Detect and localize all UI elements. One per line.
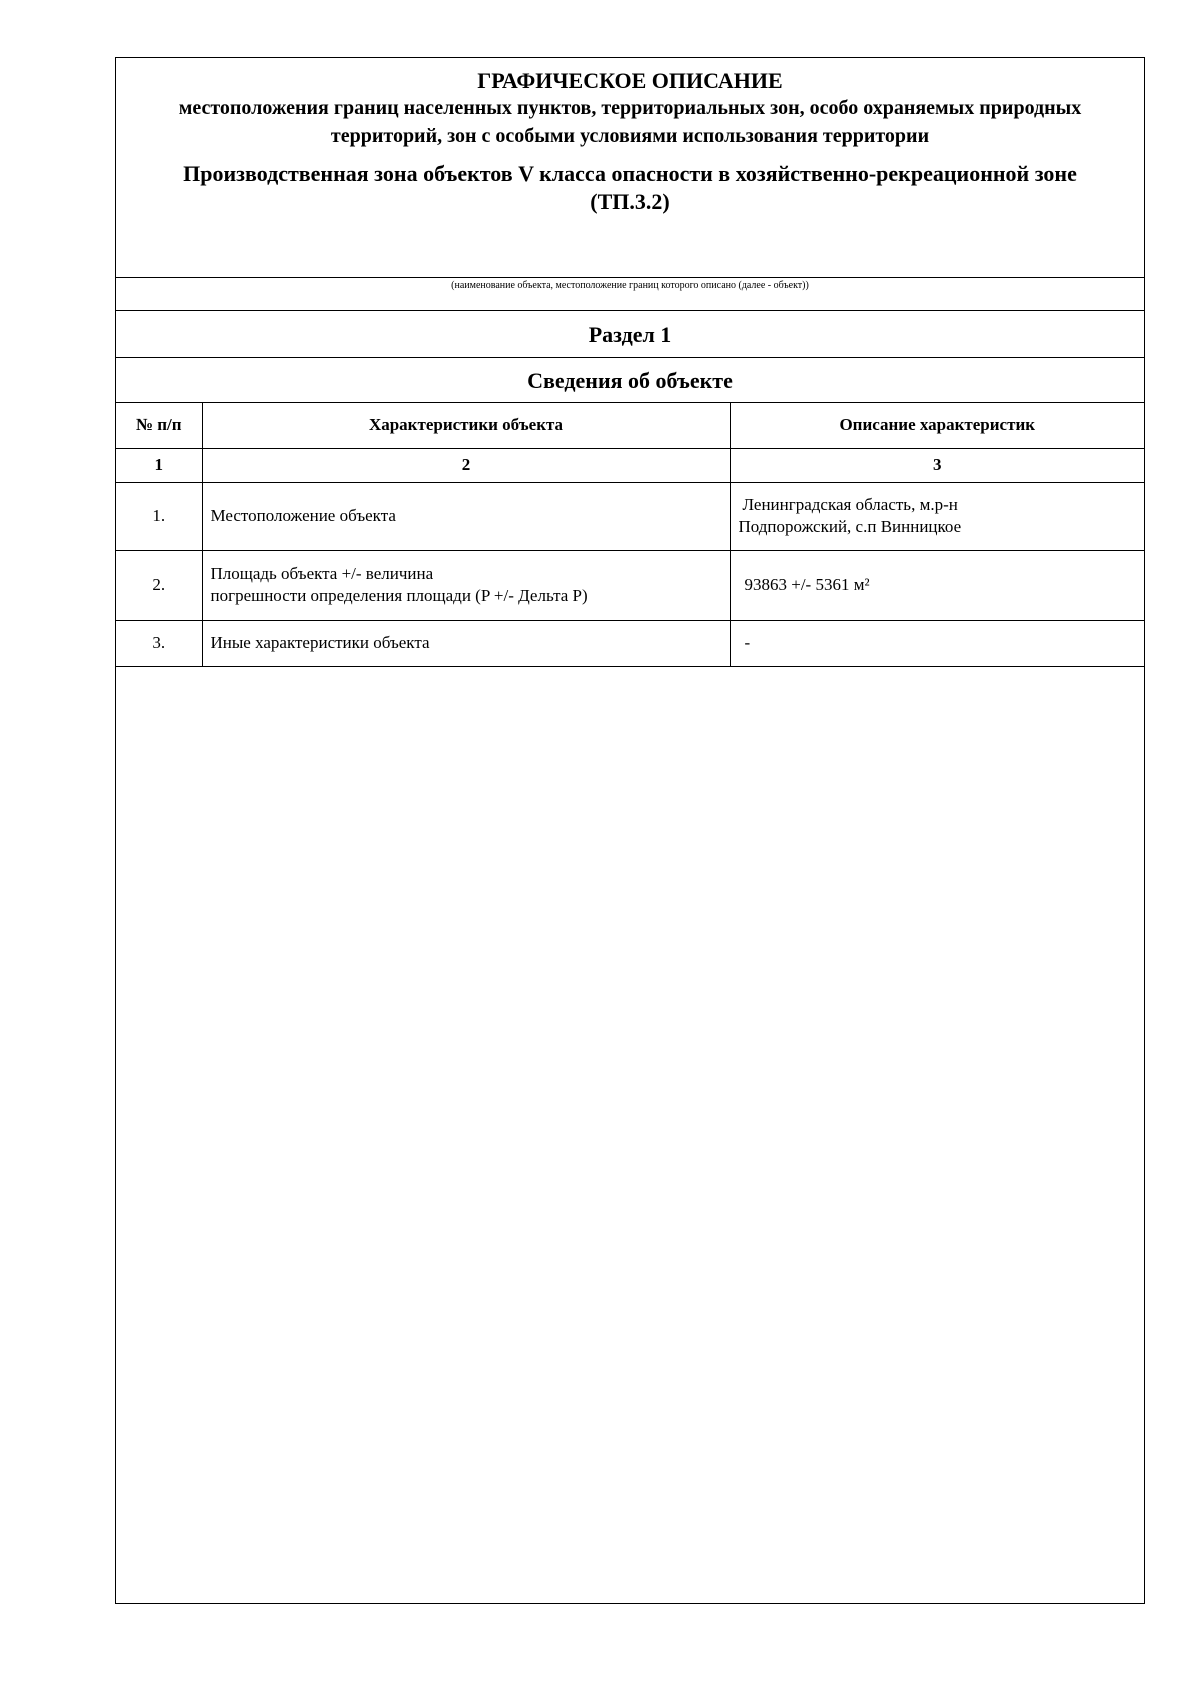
column-number-row: [116, 448, 1144, 482]
row-description-line: Ленинградская область, м.р-н: [742, 495, 958, 514]
document-title: ГРАФИЧЕСКОЕ ОПИСАНИЕ: [477, 68, 783, 93]
column-header-description: Описание характеристик: [730, 403, 1144, 448]
row-description: [730, 482, 1144, 550]
row-number: 1.: [116, 482, 202, 550]
section-title: Раздел 1: [116, 311, 1144, 358]
object-name: Производственная зона объектов V класса опасности в хозяйственно-рекреационной зоне (ТП.3.2): [183, 161, 1077, 214]
row-number: 3.: [116, 620, 202, 666]
table-row: [116, 550, 1144, 620]
document-subtitle: местоположения границ населенных пунктов, территориальных зон, особо охраняемых природных территорий, зон с особыми условиями использования территории: [178, 97, 1082, 147]
row-characteristic-line: погрешности определения площади (P +/- Дельта P): [210, 586, 588, 605]
row-characteristic: Иные характеристики объекта: [202, 620, 730, 666]
object-properties-table: [116, 403, 1144, 667]
table-row: [116, 620, 1144, 666]
document-header: [116, 58, 1144, 278]
table-row: [116, 482, 1144, 550]
section-subtitle: Сведения об объекте: [116, 358, 1144, 403]
row-characteristic-line: Площадь объекта +/- величина: [210, 564, 434, 583]
row-number: 2.: [116, 550, 202, 620]
column-number-2: 2: [202, 448, 730, 482]
row-description: 93863 +/- 5361 м²: [730, 550, 1144, 620]
row-description-line: Подпорожский, с.п Винницкое: [738, 517, 962, 536]
table-header-row: [116, 403, 1144, 448]
row-description: -: [730, 620, 1144, 666]
document-sheet: [115, 57, 1145, 1604]
column-number-1: 1: [116, 448, 202, 482]
column-number-3: 3: [730, 448, 1144, 482]
row-characteristic: [202, 550, 730, 620]
column-header-number: № п/п: [116, 403, 202, 448]
object-name-caption: (наименование объекта, местоположение границ которого описано (далее - объект)): [116, 278, 1144, 311]
row-characteristic: Местоположение объекта: [202, 482, 730, 550]
column-header-characteristic: Характеристики объекта: [202, 403, 730, 448]
